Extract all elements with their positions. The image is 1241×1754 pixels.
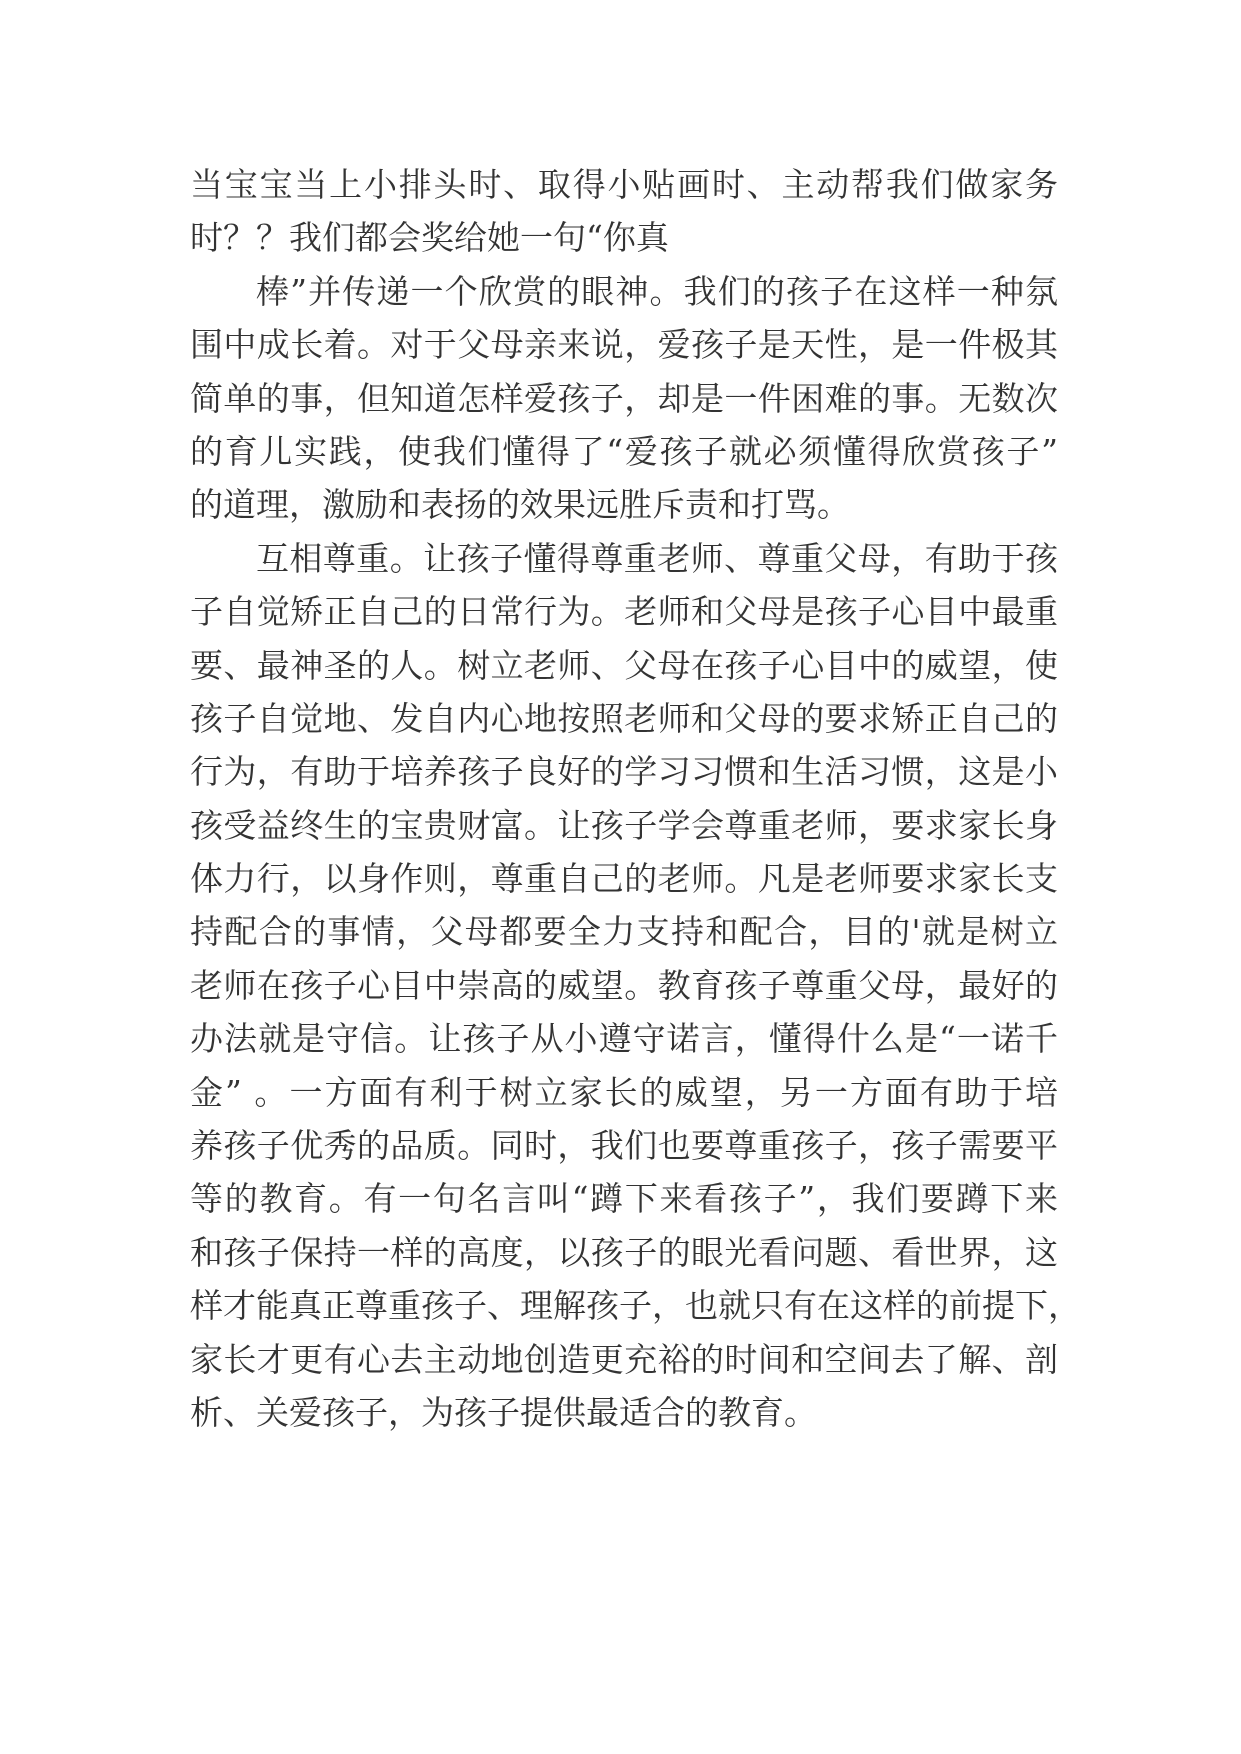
text-line: 金” 。一方面有利于树立家长的威望，另一方面有助于培 [190, 1072, 1058, 1112]
text-line: 体力行，以身作则，尊重自己的老师。凡是老师要求家长支 [190, 859, 1058, 899]
text-line: 的道理，激励和表扬的效果远胜斥责和打骂。 [190, 485, 850, 525]
text-line: 围中成长着。对于父母亲来说，爱孩子是天性，是一件极其 [190, 325, 1058, 365]
text-line: 养孩子优秀的品质。同时，我们也要尊重孩子，孩子需要平 [190, 1126, 1058, 1166]
text-line: 等的教育。有一句名言叫“蹲下来看孩子”，我们要蹲下来 [190, 1179, 1058, 1219]
text-line: 时？？我们都会奖给她一句“你真 [190, 218, 669, 258]
text-line: 和孩子保持一样的高度，以孩子的眼光看问题、看世界，这 [190, 1232, 1058, 1272]
text-line: 互相尊重。让孩子懂得尊重老师、尊重父母，有助于孩 [256, 538, 1058, 578]
text-line: 要、最神圣的人。树立老师、父母在孩子心目中的威望，使 [190, 645, 1058, 685]
text-line: 孩子自觉地、发自内心地按照老师和父母的要求矫正自己的 [190, 698, 1058, 738]
text-line: 持配合的事情，父母都要全力支持和配合，目的'就是树立 [190, 912, 1058, 952]
text-line: 的育儿实践，使我们懂得了“爱孩子就必须懂得欣赏孩子” [190, 431, 1058, 471]
text-line: 家长才更有心去主动地创造更充裕的时间和空间去了解、剖 [190, 1339, 1058, 1379]
text-line: 简单的事，但知道怎样爱孩子，却是一件困难的事。无数次 [190, 378, 1058, 418]
text-line: 析、关爱孩子，为孩子提供最适合的教育。 [190, 1392, 817, 1432]
body-text [190, 158, 1081, 1439]
text-line: 孩受益终生的宝贵财富。让孩子学会尊重老师，要求家长身 [190, 805, 1058, 845]
text-line: 行为，有助于培养孩子良好的学习习惯和生活习惯，这是小 [190, 752, 1058, 792]
text-line: 办法就是守信。让孩子从小遵守诺言，懂得什么是“一诺千 [190, 1019, 1058, 1059]
text-line: 样才能真正尊重孩子、理解孩子，也就只有在这样的前提下， [190, 1286, 1081, 1326]
text-line: 老师在孩子心目中崇高的威望。教育孩子尊重父母，最好的 [190, 965, 1058, 1005]
text-line: 棒”并传递一个欣赏的眼神。我们的孩子在这样一种氛 [256, 271, 1058, 311]
text-line: 子自觉矫正自己的日常行为。老师和父母是孩子心目中最重 [190, 592, 1058, 632]
text-line: 当宝宝当上小排头时、取得小贴画时、主动帮我们做家务 [190, 165, 1058, 204]
